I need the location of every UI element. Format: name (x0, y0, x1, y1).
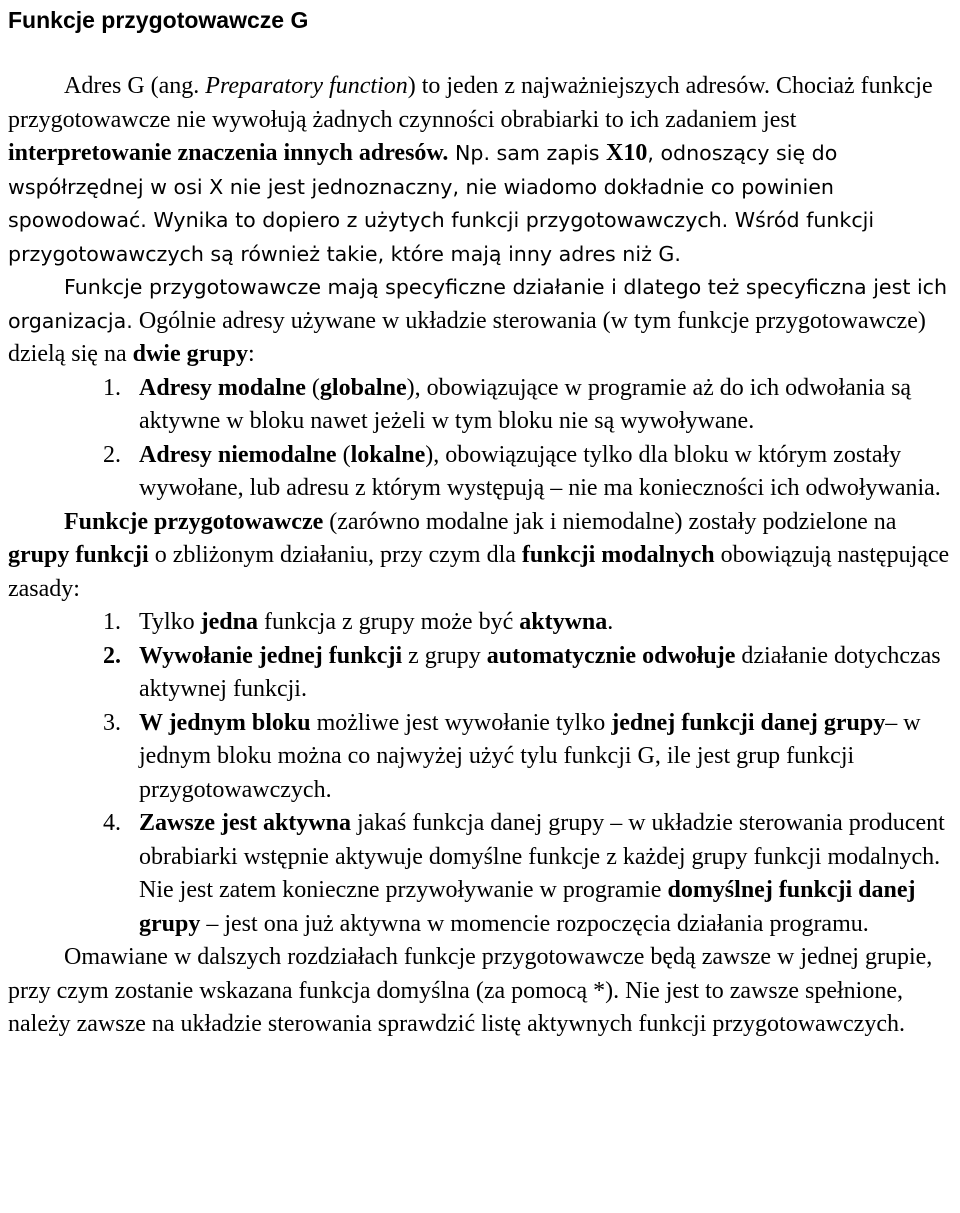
italic-term: Preparatory function (205, 73, 408, 99)
bold-term: Adresy niemodalne (139, 441, 337, 468)
text-run: , odnoszący się do współrzędnej w osi X nie jest jednoznaczny, nie wiadomo dokładnie co powinien spowodować. Wynika to dopiero z użytych funkcji przygotowawczych. Wśród funkcji przygotowawczych są również takie, które mają inny adres niż G. (8, 141, 875, 266)
bold-term: funkcji modalnych (521, 542, 715, 568)
text-run: : (247, 341, 255, 367)
text-run: ), obowiązujące tylko dla bloku w którym zostały wywołane, lub adresu z którym występują – nie ma konieczności ich odwoływania. (139, 441, 941, 501)
paragraph-closing: Omawiane w dalszych rozdziałach funkcje przygotowawcze będą zawsze w jednej grupie, przy czym zostanie wskazana funkcja domyślna (za pomocą *). Nie jest to zawsze spełnione, należy zawsze na układzie sterowania sprawdzić listę aktywnych funkcji przygotowawczych. (8, 944, 933, 1037)
text-run: jakaś funkcja danej grupy – w układzie sterowania producent obrabiarki wstępnie aktywuje domyślne funkcje z każdej grupy funkcji modalnych. Nie jest zatem konieczne przywoływanie w programie (139, 810, 945, 903)
text-run: (zarówno modalne jak i niemodalne) zostały podzielone na (323, 508, 897, 535)
text-run: możliwe jest wywołanie tylko (310, 709, 612, 736)
list-item (8, 606, 952, 640)
bold-term: jedna (200, 609, 258, 635)
paragraph-intro (8, 70, 952, 271)
text-run: obowiązują następujące zasady: (8, 542, 950, 602)
text-run: ( (336, 441, 351, 468)
text-run: ( (305, 374, 320, 401)
bold-term: grupy funkcji (8, 542, 149, 568)
bold-term: W jednym bloku (139, 709, 311, 736)
modal-rules-list (8, 606, 952, 941)
text-run: – jest ona już aktywna w momencie rozpoczęcia działania programu. (200, 910, 869, 937)
bold-term: Funkcje przygotowawcze (64, 508, 324, 535)
text-run: Ogólnie adresy używane w układzie sterowania (w tym funkcje przygotowawcze) dzielą się na (8, 307, 926, 367)
list-number: 3. (103, 709, 121, 736)
bold-term: interpretowanie znaczenia innych adresów. (8, 140, 449, 166)
text-run: Funkcje przygotowawcze mają specyficzne działanie i dlatego też specyficzna jest ich organizacja. (8, 275, 948, 333)
list-number: 2. (103, 441, 121, 468)
list-item (8, 707, 952, 808)
bold-term: X10 (606, 140, 648, 166)
text-run: ) to jeden z najważniejszych adresów. Chociaż funkcje przygotowawcze nie wywołują żadnych czynności obrabiarki to ich zadaniem jest (8, 73, 933, 133)
list-item (8, 807, 952, 941)
bold-term: Zawsze jest aktywna (139, 810, 351, 836)
text-run: . (607, 609, 614, 635)
list-number: 1. (103, 609, 121, 635)
list-item (8, 439, 952, 506)
text-run: o zbliżonym działaniu, przy czym dla (148, 542, 522, 568)
bold-term: aktywna (519, 609, 608, 635)
text-run: Adres G (ang. (64, 73, 206, 99)
list-number: 2. (103, 642, 121, 669)
list-item (8, 372, 952, 439)
bold-term: automatycznie odwołuje (486, 642, 736, 669)
text-run: Np. sam zapis (448, 141, 607, 165)
bold-term: Wywołanie jednej funkcji (139, 642, 403, 669)
bold-term: domyślnej funkcji danej grupy (139, 877, 916, 937)
list-number: 1. (103, 374, 121, 401)
page-title: Funkcje przygotowawcze G (8, 7, 309, 33)
address-types-list (8, 372, 952, 506)
text-run: funkcja z grupy może być (258, 609, 520, 635)
text-run: Tylko (139, 609, 201, 635)
paragraph-organization (8, 271, 952, 372)
text-run: z grupy (402, 642, 487, 669)
bold-term: lokalne (350, 441, 426, 468)
bold-term: globalne (319, 374, 407, 401)
paragraph-groups (8, 506, 952, 607)
bold-term: Adresy modalne (139, 374, 306, 401)
text-run: działanie dotychczas aktywnej funkcji. (139, 642, 941, 702)
text-run: – w jednym bloku można co najwyżej użyć tylu funkcji G, ile jest grup funkcji przygotowawczych. (139, 709, 921, 803)
text-run: ), obowiązujące w programie aż do ich odwołania są aktywne w bloku nawet jeżeli w tym bloku nie są wywoływane. (139, 374, 912, 434)
bold-term: jednej funkcji danej grupy (611, 709, 886, 736)
list-item (8, 640, 952, 707)
list-number: 4. (103, 810, 121, 836)
bold-term: dwie grupy (132, 341, 248, 367)
